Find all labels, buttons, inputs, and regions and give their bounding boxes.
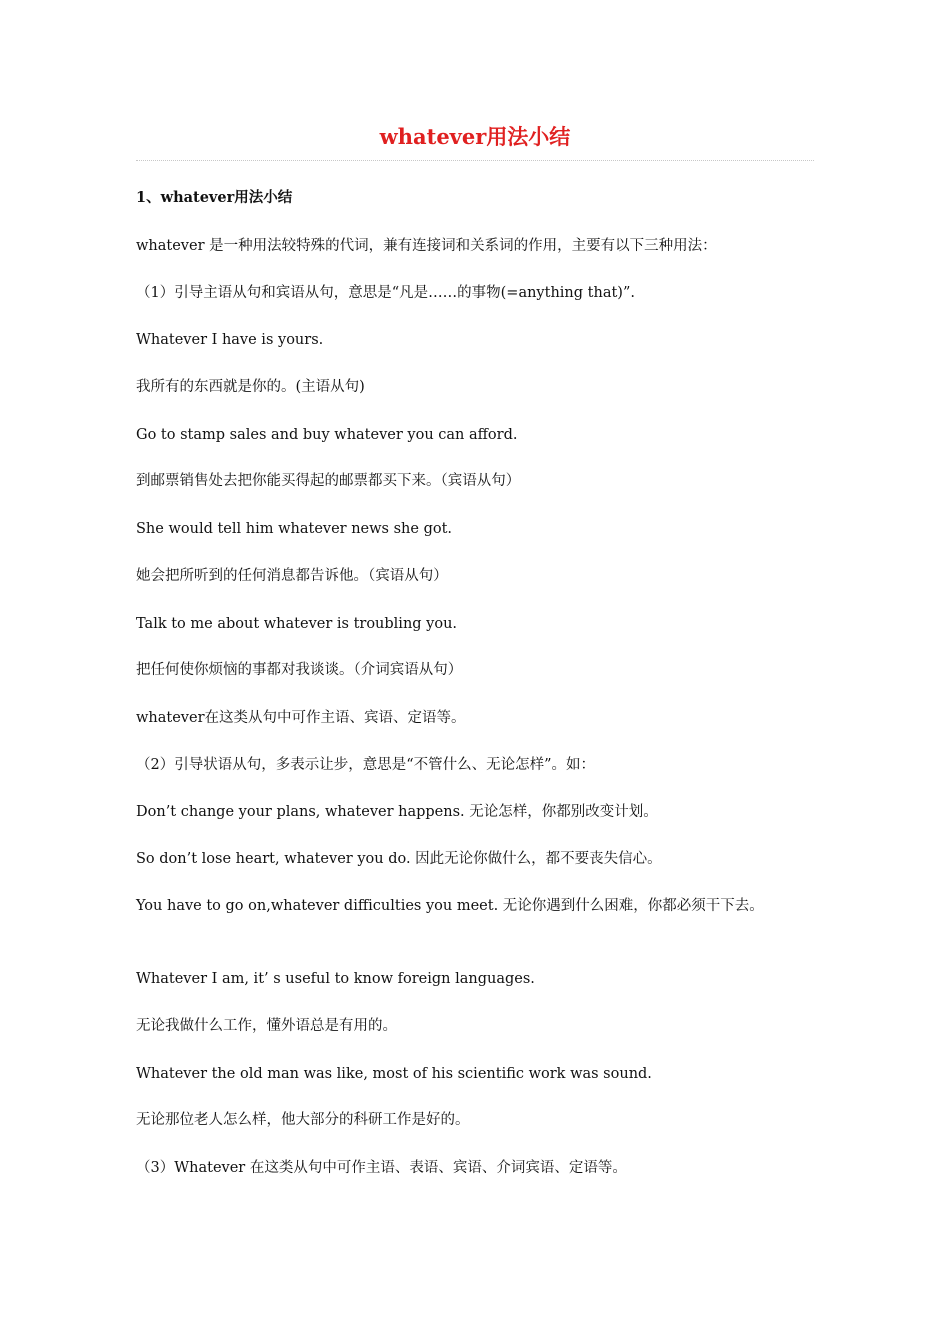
title-divider — [136, 160, 814, 161]
example-sentence: You have to go on,whatever difficulties you meet. 无论你遇到什么困难，你都必须干下去。 — [136, 898, 764, 914]
translation-line: 到邮票销售处去把你能买得起的邮票都买下来。（宾语从句） — [136, 473, 521, 489]
paragraph-line: whatever 是一种用法较特殊的代词，兼有连接词和关系词的作用，主要有以下三种用法： — [136, 238, 717, 254]
example-sentence: Don’t change your plans, whatever happens. 无论怎样，你都别改变计划。 — [136, 804, 658, 820]
example-sentence: Whatever the old man was like, most of his scientific work was sound. — [136, 1066, 652, 1082]
example-sentence: She would tell him whatever news she got. — [136, 521, 453, 537]
translation-line: 她会把所听到的任何消息都告诉他。（宾语从句） — [136, 568, 448, 584]
example-sentence: So don’t lose heart, whatever you do. 因此无论你做什么，都不要丧失信心。 — [136, 851, 662, 867]
translation-line: 无论那位老人怎么样，他大部分的科研工作是好的。 — [136, 1112, 470, 1128]
translation-line: 无论我做什么工作，懂外语总是有用的。 — [136, 1018, 397, 1034]
paragraph-line: （3）Whatever 在这类从句中可作主语、表语、宾语、介词宾语、定语等。 — [136, 1160, 627, 1176]
example-sentence: Talk to me about whatever is troubling you. — [136, 616, 458, 632]
example-sentence: Go to stamp sales and buy whatever you can afford. — [136, 427, 518, 443]
translation-line: 把任何使你烦恼的事都对我谈谈。（介词宾语从句） — [136, 662, 463, 678]
paragraph-line: （2）引导状语从句，多表示让步，意思是“不管什么、无论怎样”。如： — [136, 757, 596, 773]
page-title: whatever用法小结 — [379, 124, 571, 149]
example-sentence: Whatever I have is yours. — [136, 332, 324, 348]
example-sentence: Whatever I am, it’ s useful to know foreign languages. — [136, 971, 535, 987]
paragraph-line: whatever在这类从句中可作主语、宾语、定语等。 — [136, 710, 466, 726]
section-heading: 1、whatever用法小结 — [136, 189, 293, 206]
paragraph-line: （1）引导主语从句和宾语从句，意思是“凡是……的事物(=anything that)”. — [136, 285, 635, 301]
translation-line: 我所有的东西就是你的。(主语从句) — [136, 379, 365, 395]
